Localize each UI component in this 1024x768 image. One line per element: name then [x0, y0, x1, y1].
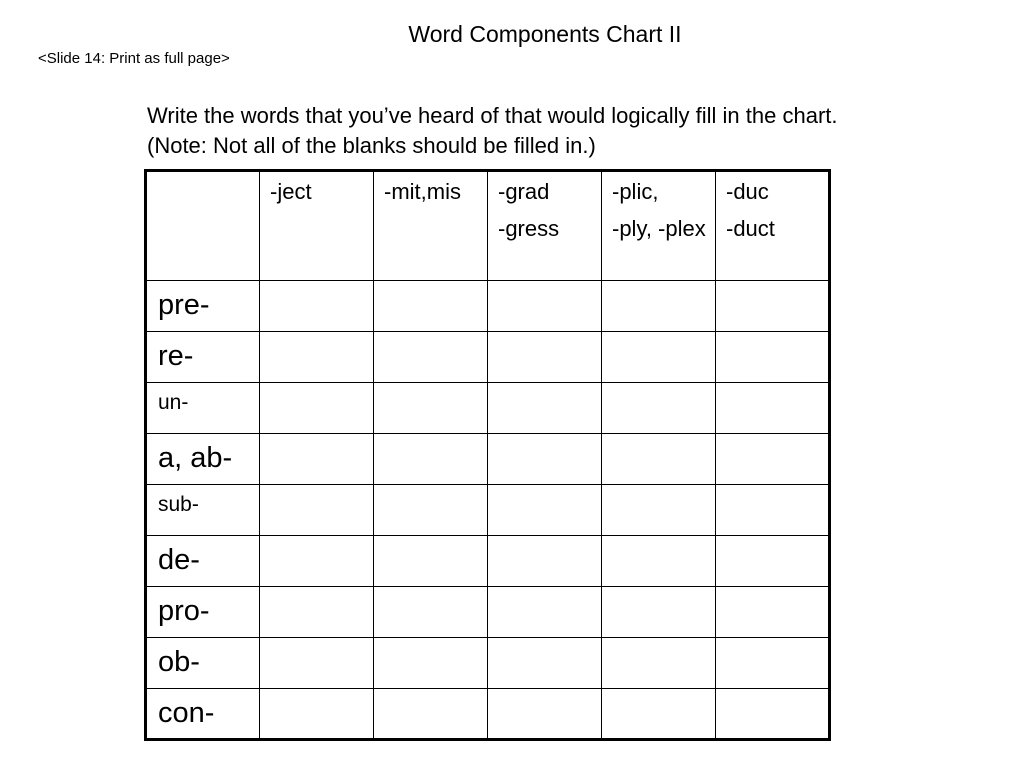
root-header-grad: [488, 171, 602, 281]
root-label: -duct: [726, 216, 775, 241]
word-components-chart: [144, 169, 831, 741]
prefix-row-sub: [146, 485, 830, 536]
root-label: -mit,mis: [384, 179, 461, 204]
blank-cell: [716, 689, 830, 740]
blank-cell: [716, 536, 830, 587]
blank-cell: [260, 485, 374, 536]
blank-cell: [602, 332, 716, 383]
root-label: -ject: [270, 179, 312, 204]
blank-cell: [260, 434, 374, 485]
blank-cell: [488, 485, 602, 536]
corner-cell: [146, 171, 260, 281]
blank-cell: [374, 383, 488, 434]
blank-cell: [488, 536, 602, 587]
prefix-row-de: [146, 536, 830, 587]
blank-cell: [602, 485, 716, 536]
blank-cell: [716, 434, 830, 485]
blank-cell: [374, 587, 488, 638]
prefix-row-a-ab: [146, 434, 830, 485]
blank-cell: [374, 281, 488, 332]
prefix-label: de-: [146, 536, 260, 587]
blank-cell: [260, 638, 374, 689]
print-note: <Slide 14: Print as full page>: [38, 50, 230, 67]
blank-cell: [488, 638, 602, 689]
prefix-label: ob-: [146, 638, 260, 689]
prefix-row-pre: [146, 281, 830, 332]
root-header-row: [146, 171, 830, 281]
blank-cell: [374, 536, 488, 587]
blank-cell: [602, 587, 716, 638]
prefix-label: pre-: [146, 281, 260, 332]
blank-cell: [374, 434, 488, 485]
prefix-row-ob: [146, 638, 830, 689]
root-header-duc: [716, 171, 830, 281]
blank-cell: [716, 281, 830, 332]
prefix-label: con-: [146, 689, 260, 740]
blank-cell: [602, 434, 716, 485]
blank-cell: [602, 383, 716, 434]
blank-cell: [488, 587, 602, 638]
blank-cell: [374, 638, 488, 689]
prefix-row-un: [146, 383, 830, 434]
prefix-label: re-: [146, 332, 260, 383]
blank-cell: [260, 281, 374, 332]
blank-cell: [374, 485, 488, 536]
blank-cell: [260, 689, 374, 740]
root-label: -ply, -plex: [612, 216, 706, 241]
prefix-label: pro-: [146, 587, 260, 638]
blank-cell: [260, 536, 374, 587]
blank-cell: [488, 383, 602, 434]
blank-cell: [602, 281, 716, 332]
blank-cell: [716, 638, 830, 689]
blank-cell: [488, 689, 602, 740]
root-label: -plic,: [612, 179, 659, 204]
prefix-label: a, ab-: [146, 434, 260, 485]
prefix-label: un-: [146, 383, 260, 434]
blank-cell: [260, 383, 374, 434]
blank-cell: [716, 485, 830, 536]
root-header-mit: [374, 171, 488, 281]
page-title: Word Components Chart II: [408, 21, 682, 47]
blank-cell: [374, 689, 488, 740]
instruction-line-1: Write the words that you’ve heard of that would logically fill in the chart.: [147, 103, 838, 128]
instruction-line-2: (Note: Not all of the blanks should be filled in.): [147, 133, 596, 158]
blank-cell: [716, 383, 830, 434]
root-header-plic: [602, 171, 716, 281]
blank-cell: [602, 638, 716, 689]
blank-cell: [260, 587, 374, 638]
prefix-row-re: [146, 332, 830, 383]
blank-cell: [488, 281, 602, 332]
blank-cell: [716, 332, 830, 383]
instructions: [147, 101, 1007, 161]
root-header-ject: [260, 171, 374, 281]
blank-cell: [602, 689, 716, 740]
prefix-label: sub-: [146, 485, 260, 536]
root-label: -duc: [726, 179, 769, 204]
root-label: -gress: [498, 216, 560, 241]
blank-cell: [260, 332, 374, 383]
prefix-row-con: [146, 689, 830, 740]
root-label: -grad: [498, 179, 550, 204]
blank-cell: [602, 536, 716, 587]
blank-cell: [488, 332, 602, 383]
prefix-row-pro: [146, 587, 830, 638]
blank-cell: [374, 332, 488, 383]
blank-cell: [488, 434, 602, 485]
blank-cell: [716, 587, 830, 638]
